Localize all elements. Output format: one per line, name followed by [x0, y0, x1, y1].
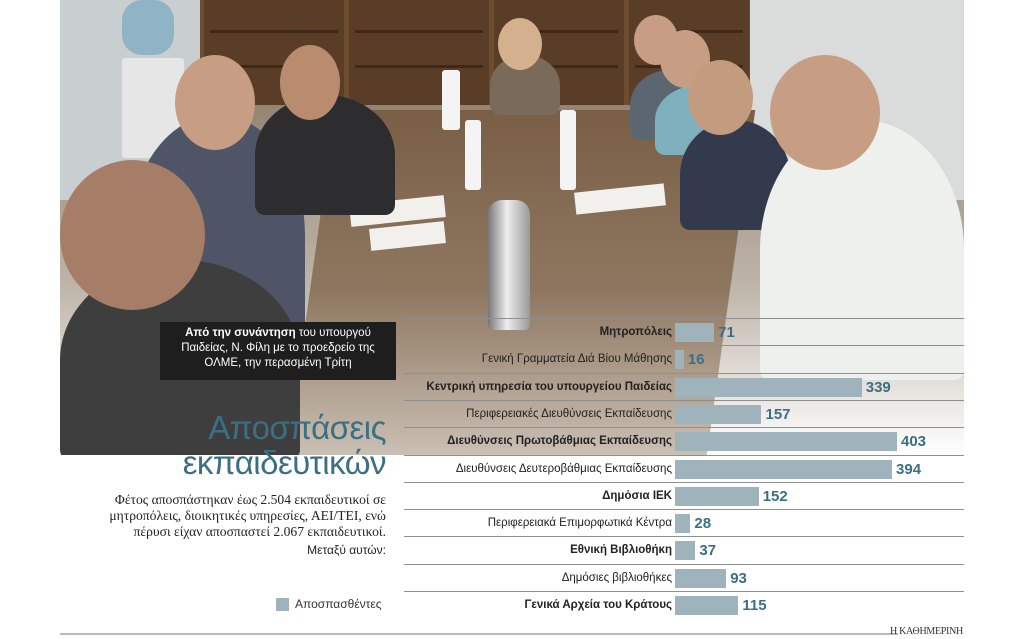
bar-value-label: 152 [762, 487, 788, 505]
chart-row [404, 591, 964, 619]
chart-legend [276, 596, 382, 612]
bar-value-label: 37 [699, 542, 717, 560]
bar-value-label: 115 [742, 597, 767, 614]
chart-title [120, 410, 386, 480]
description-text: Φέτος αποσπάστηκαν έως 2.504 εκπαιδευτικοί σε μητροπόλεις, διοικητικές υπηρεσίες, ΑΕΙ/ΤΕΙ, ενώ πέρυσι είχαν αποσπαστεί 2.067 εκπαιδευτικοί. [109, 492, 386, 539]
bar-value-label: 16 [687, 351, 705, 369]
title-line-1: Αποσπάσεις [208, 409, 386, 446]
category-label: Δημόσια ΙΕΚ [602, 489, 672, 502]
category-label: Περιφερειακά Επιμορφωτικά Κέντρα [487, 517, 672, 530]
bar [675, 541, 695, 560]
bar-value-label: 28 [694, 515, 712, 533]
photo-caption [160, 322, 396, 380]
bar [675, 596, 738, 615]
category-label: Διευθύνσεις Πρωτοβάθμιας Εκπαίδευσης [447, 435, 672, 448]
chart-row [404, 373, 964, 401]
legend-swatch [276, 598, 289, 611]
category-label: Γενικά Αρχεία του Κράτους [524, 599, 672, 611]
caption-text: του υπουργού Παιδείας, Ν. Φίλη με το προεδρείο της ΟΛΜΕ, την περασμένη Τρίτη [181, 327, 375, 369]
chart-row [404, 345, 964, 373]
bar [675, 460, 892, 479]
category-label: Δημόσιες βιβλιοθήκες [561, 571, 672, 584]
chart-row [404, 318, 964, 346]
chart-row [404, 564, 964, 592]
chart-row [404, 400, 964, 428]
chart-row [404, 509, 964, 537]
category-label: Γενική Γραμματεία Διά Βίου Μάθησης [481, 353, 672, 366]
chart-description [100, 492, 386, 558]
category-label: Κεντρική υπηρεσία του υπουργείου Παιδείας [426, 380, 672, 393]
chart-row [404, 536, 964, 564]
bar [675, 514, 690, 533]
source-credit: Η ΚΑΘΗΜΕΡΙΝΗ [890, 626, 963, 637]
description-sub: Μεταξύ αυτών: [307, 543, 386, 557]
bar [675, 432, 897, 451]
bar [675, 569, 726, 588]
bar [675, 350, 684, 369]
category-label: Μητροπόλεις [599, 326, 672, 338]
bar-value-label: 394 [896, 460, 922, 478]
bar-chart [404, 318, 964, 618]
category-label: Περιφερειακές Διευθύνσεις Εκπαίδευσης [466, 407, 672, 420]
chart-row [404, 427, 964, 455]
title-line-2: εκπαιδευτικών [182, 444, 386, 481]
legend-label: Αποσπασθέντες [295, 597, 382, 611]
chart-row [404, 482, 964, 510]
bar [675, 405, 761, 424]
chart-row [404, 455, 964, 483]
bar-value-label: 71 [718, 324, 735, 341]
caption-bold: Από την συνάντηση [185, 327, 296, 339]
bar [675, 378, 862, 397]
bar [675, 323, 714, 342]
category-label: Διευθύνσεις Δευτεροβάθμιας Εκπαίδευσης [455, 462, 672, 475]
bottom-rule [60, 633, 898, 635]
bar-value-label: 403 [901, 433, 927, 451]
bar-value-label: 339 [865, 378, 891, 396]
bar-value-label: 157 [765, 405, 791, 423]
bar [675, 487, 759, 506]
category-label: Εθνική Βιβλιοθήκη [570, 544, 672, 557]
bar-value-label: 93 [730, 569, 747, 587]
